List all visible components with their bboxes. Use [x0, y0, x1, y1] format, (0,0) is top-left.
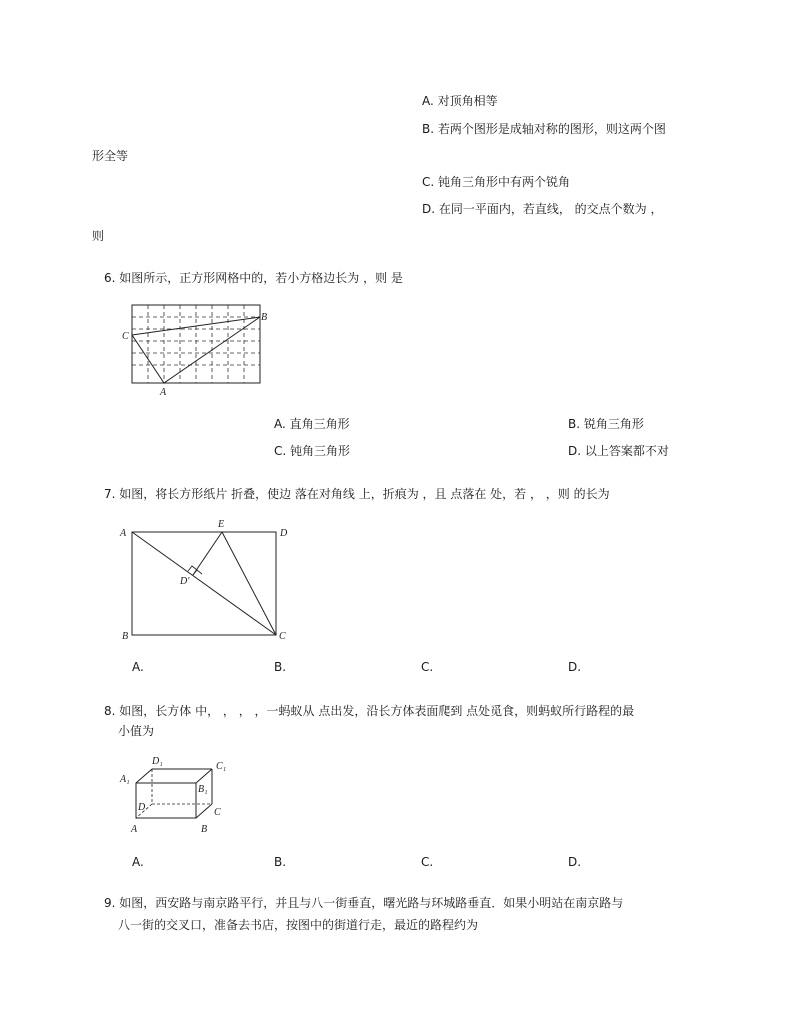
q6-label-b: B — [261, 312, 268, 323]
q8-option-a: A. — [132, 855, 144, 869]
q8-cuboid-figure — [116, 752, 236, 836]
q7-option-d: D. — [568, 660, 582, 674]
q6-option-d: D. 以上答案都不对 — [568, 444, 669, 458]
q5-option-b: B. 若两个图形是成轴对称的图形，则这两个图 — [422, 122, 666, 136]
q8-label-a: A — [131, 824, 138, 835]
q5-option-b-continued: 形全等 — [92, 149, 129, 163]
q5-option-a: A. 对顶角相等 — [422, 94, 498, 108]
q7-option-b: B. — [274, 660, 287, 674]
q9-stem-line1: 9. 如图，西安路与南京路平行，并且与八一街垂直，曙光路与环城路垂直．如果小明站在南京路与 — [104, 896, 624, 910]
q6-label-c: C — [122, 331, 129, 342]
q5-option-c: C. 钝角三角形中有两个锐角 — [422, 175, 571, 189]
q7-rectangle-figure — [116, 516, 296, 644]
q6-option-b: B. 锐角三角形 — [568, 417, 644, 431]
q9-stem-line2: 八一街的交叉口，准备去书店，按图中的街道行走，最近的路程约为 — [118, 918, 479, 932]
q8-label-c1: C₁ — [216, 761, 227, 772]
q7-option-c: C. — [421, 660, 434, 674]
q8-label-b: B — [201, 824, 208, 835]
q8-option-d: D. — [568, 855, 582, 869]
q8-stem-line2: 小值为 — [118, 724, 155, 738]
q7-label-b: B — [122, 631, 129, 642]
q5-option-d-continued: 则 — [92, 229, 105, 243]
q6-option-a: A. 直角三角形 — [274, 417, 350, 431]
q6-option-c: C. 钝角三角形 — [274, 444, 351, 458]
q7-stem: 7. 如图，将长方形纸片 折叠，使边 落在对角线 上，折痕为 ，且 点落在 处，若 ， ，则 的长为 — [104, 487, 610, 501]
q8-label-a1: A₁ — [120, 774, 130, 785]
q7-label-c: C — [279, 631, 286, 642]
q7-option-a: A. — [132, 660, 144, 674]
q7-label-d-prime: D' — [180, 576, 190, 587]
q7-label-a: A — [120, 528, 127, 539]
q5-option-d: D. 在同一平面内，若直线， 的交点个数为 ， — [422, 202, 663, 216]
q8-label-d: D — [138, 802, 146, 813]
q8-label-d1: D₁ — [152, 756, 163, 767]
q7-label-e: E — [218, 519, 225, 530]
q8-stem-line1: 8. 如图，长方体 中， ， ， ，一蚂蚁从 点出发，沿长方体表面爬到 点处觅食，则蚂蚁所行路程的最 — [104, 704, 635, 718]
q8-option-b: B. — [274, 855, 287, 869]
q6-label-a: A — [160, 387, 167, 398]
q8-label-b1: B₁ — [198, 784, 208, 795]
q8-option-c: C. — [421, 855, 434, 869]
q8-label-c: C — [214, 807, 221, 818]
q7-label-d: D — [280, 528, 288, 539]
q6-grid-figure — [118, 298, 270, 400]
q6-stem: 6. 如图所示，正方形网格中的，若小方格边长为 ，则 是 — [104, 271, 403, 285]
